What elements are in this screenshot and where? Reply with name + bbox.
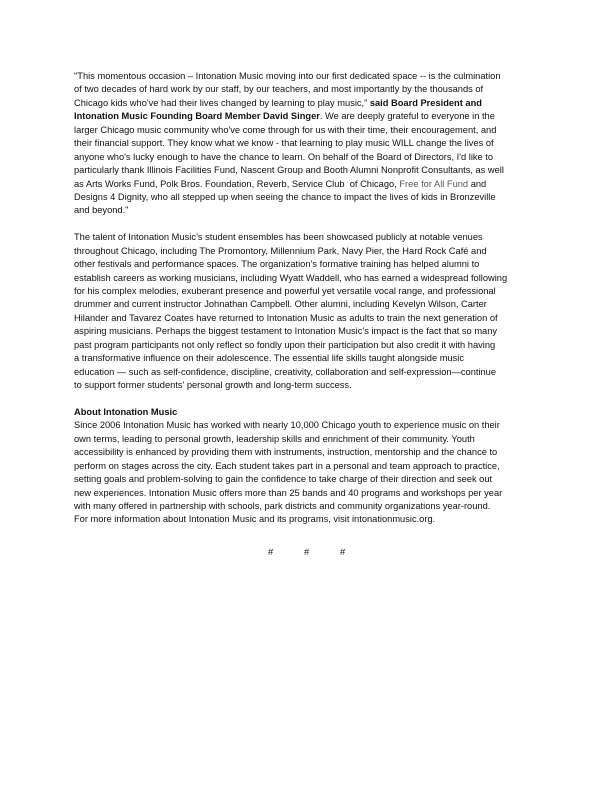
text-segment: a transformative influence on their adolescence. The essential life skills taught alongside music — [74, 353, 464, 364]
text-line — [74, 406, 554, 419]
text-segment: perform on stages across the city. Each student takes part in a personal and team approach to practice, — [74, 460, 500, 471]
text-line — [74, 473, 554, 486]
text-line — [74, 298, 554, 311]
text-segment: Hilander and Tavarez Coates have returned to Intonation Music as adults to train the next generation of — [74, 312, 498, 323]
text-segment: "This momentous occasion – Intonation Music moving into our first dedicated space -- is the culmination — [74, 71, 501, 81]
text-line — [74, 352, 554, 365]
end-mark: # — [340, 547, 346, 557]
quote-paragraph — [74, 70, 554, 218]
text-line — [74, 178, 554, 191]
bold-text: About Intonation Music — [74, 406, 178, 417]
text-line — [74, 460, 554, 473]
text-segment: . We are deeply grateful to everyone in the — [319, 111, 495, 122]
text-line — [74, 231, 554, 244]
paragraph-gap — [74, 218, 554, 231]
text-line — [74, 151, 554, 164]
end-mark: # — [304, 547, 310, 557]
text-segment: For more information about Intonation Music and its programs, visit intonationmusic.org. — [74, 514, 436, 525]
bold-text: Intonation Music Founding Board Member David Singer — [74, 111, 320, 122]
text-line — [74, 325, 554, 338]
text-segment: establish careers as working musicians, including Wyatt Waddell, who has earned a widespread following — [74, 272, 508, 283]
text-segment: larger Chicago music community who've come through for us with their time, their encouragement, and — [74, 124, 497, 135]
text-line — [74, 285, 554, 298]
about-section — [74, 406, 554, 527]
text-line — [74, 272, 554, 285]
text-line — [74, 500, 554, 513]
text-line — [74, 312, 554, 325]
text-segment: and — [468, 178, 487, 189]
end-mark: # — [268, 547, 274, 557]
text-line — [74, 258, 554, 271]
talent-paragraph — [74, 231, 554, 392]
text-segment: own terms, leading to personal growth, leadership skills and enrichment of their community. Youth — [74, 433, 475, 444]
text-segment: of two decades of hard work by our staff, by our teachers, and most importantly by the thousands of — [74, 84, 484, 95]
text-segment: particularly thank Illinois Facilities Fund, Nascent Group and Booth Alumni Nonprofit Consultants, as well — [74, 165, 504, 176]
text-line — [74, 379, 554, 392]
text-line — [74, 191, 554, 204]
text-line — [74, 204, 554, 217]
text-segment: new experiences. Intonation Music offers more than 25 bands and 40 programs and workshops per year — [74, 487, 503, 498]
text-segment: The talent of Intonation Music’s student ensembles has been showcased publicly at notable venues — [74, 232, 483, 243]
text-line — [74, 487, 554, 500]
text-segment: aspiring musicians. Perhaps the biggest testament to Intonation Music’s impact is the fact that so many — [74, 326, 498, 337]
text-segment: and beyond." — [74, 205, 129, 216]
text-line — [74, 513, 554, 526]
text-segment: anyone who's lucky enough to have the chance to learn. On behalf of the Board of Directors, I'd like to — [74, 151, 494, 162]
paragraph-gap — [74, 393, 554, 406]
text-segment: Designs 4 Dignity, who all stepped up when seeing the chance to impact the lives of kids in Bronzeville — [74, 191, 496, 202]
text-line — [74, 245, 554, 258]
text-line — [74, 97, 554, 110]
text-segment: education — such as self-confidence, discipline, creativity, collaboration and self-expression—continue — [74, 366, 497, 377]
highlighted-text: Free for All Fund — [399, 178, 469, 189]
text-line — [74, 70, 554, 83]
text-line — [74, 110, 554, 123]
text-line — [74, 124, 554, 137]
text-segment: drummer and current instructor Johnathan Campbell. Other alumni, including Kevelyn Wilson, Carter — [74, 299, 487, 310]
text-line — [74, 366, 554, 379]
text-segment: other festivals and performance spaces. The organization’s formative training has helped alumni to — [74, 259, 480, 270]
text-segment: Since 2006 Intonation Music has worked with nearly 10,000 Chicago youth to experience music on their — [74, 420, 500, 431]
text-segment: throughout Chicago, including The Promontory, Millennium Park, Navy Pier, the Hard Rock Café and — [74, 245, 487, 256]
bold-text: said Board President and — [369, 97, 482, 108]
text-line — [74, 433, 554, 446]
document-body — [74, 70, 554, 527]
text-line — [74, 83, 554, 96]
text-segment: accessibility is enhanced by providing them with instruments, instruction, mentorship and the chance to — [74, 447, 498, 458]
text-line — [74, 419, 554, 432]
text-segment: past program participants not only reflect so fondly upon their participation but also credit it with having — [74, 339, 496, 350]
text-segment: as Arts Works Fund, Polk Bros. Foundation, Reverb, Service Club of Chicago, — [74, 178, 400, 189]
text-line — [74, 446, 554, 459]
text-line — [74, 164, 554, 177]
text-line — [74, 339, 554, 352]
text-segment: setting goals and problem-solving to gain the confidence to take charge of their direction and seek out — [74, 474, 493, 485]
text-segment: with many offered in partnership with schools, park districts and community organizations year-round. — [74, 501, 491, 511]
text-segment: their financial support. They know what we know - that learning to play music WILL change the lives of — [74, 138, 494, 149]
text-segment: Chicago kids who've had their lives changed by learning to play music,” — [74, 97, 370, 108]
text-segment: to support former students’ personal growth and long-term success. — [74, 380, 352, 391]
text-line — [74, 137, 554, 150]
text-segment: for his complex melodies, exuberant presence and powerful yet versatile vocal range, and professional — [74, 286, 496, 296]
